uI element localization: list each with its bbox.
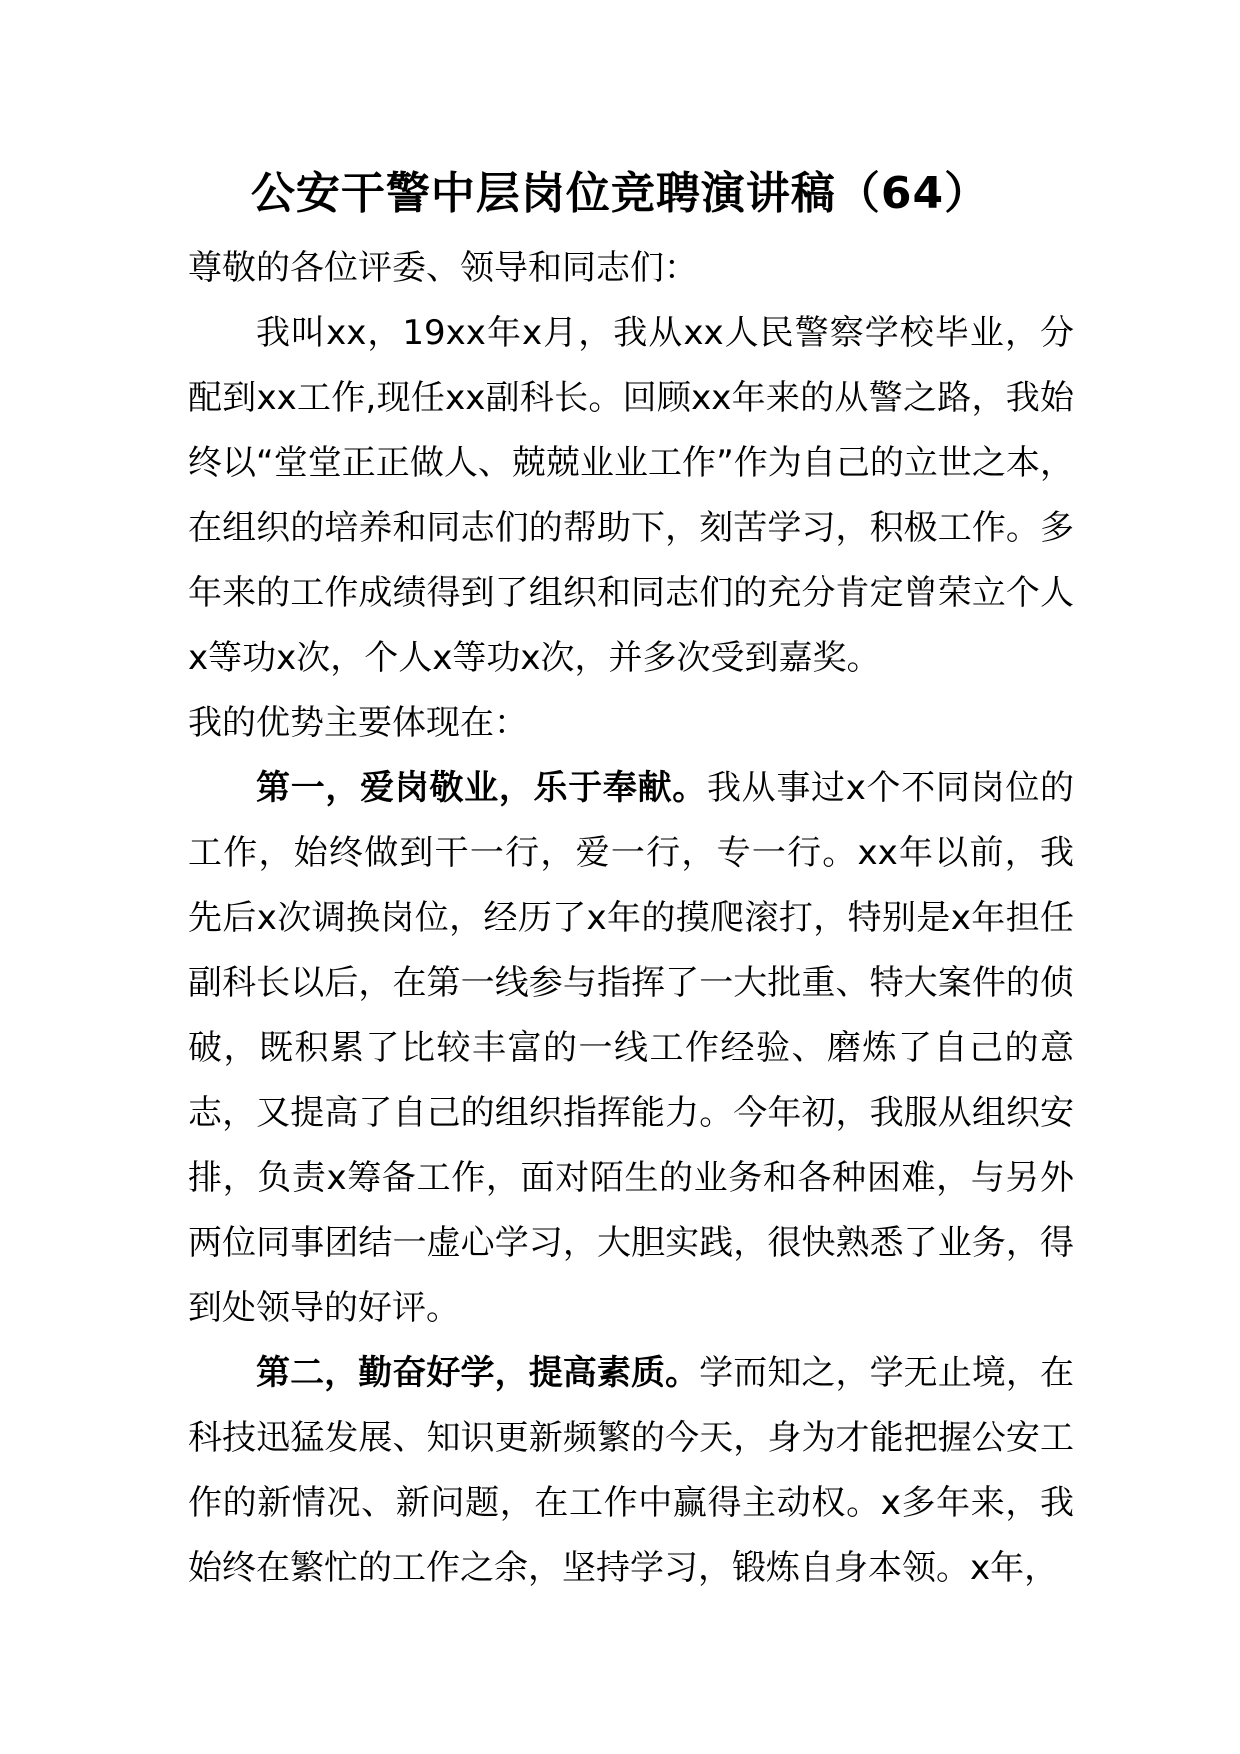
paragraph-text: 我叫xx，19xx年x月，我从xx人民警察学校毕业，分配到xx工作,现任xx副科长。回顾xx年来的从警之路，我始终以“堂堂正正做人、兢兢业业工作”作为自己的立世之本，在组织的培养和同志们的帮助下，刻苦学习，积极工作。多年来的工作成绩得到了组织和同志们的充分肯定曾荣立个人x等功x次，个人x等功x次，并多次受到嘉奖。 [188, 313, 1074, 678]
paragraph-strengths-intro [188, 691, 1074, 756]
paragraph-lead: 第一，爱岗敬业，乐于奉献。 [256, 768, 707, 808]
document-title: 公安干警中层岗位竞聘演讲稿（64） [250, 168, 990, 219]
document-body [188, 236, 1074, 1601]
salutation: 尊敬的各位评委、领导和同志们： [188, 248, 698, 288]
paragraph-text: 我的优势主要体现在： [188, 703, 528, 743]
paragraph-intro [188, 301, 1074, 691]
paragraph-lead: 第二，勤奋好学，提高素质。 [256, 1353, 700, 1393]
paragraph-text: 我从事过x个不同岗位的工作，始终做到干一行，爱一行，专一行。xx年以前，我先后x次调换岗位，经历了x年的摸爬滚打，特别是x年担任副科长以后，在第一线参与指挥了一大批重、特大案件的侦破，既积累了比较丰富的一线工作经验、磨炼了自己的意志，又提高了自己的组织指挥能力。今年初，我服从组织安排，负责x筹备工作，面对陌生的业务和各种困难，与另外两位同事团结一虚心学习，大胆实践，很快熟悉了业务，得到处领导的好评。 [188, 768, 1075, 1328]
paragraph-second-point [188, 1341, 1074, 1601]
paragraph-first-point [188, 756, 1074, 1341]
paragraph-text: 学而知之，学无止境，在科技迅猛发展、知识更新频繁的今天，身为才能把握公安工作的新情况、新问题，在工作中赢得主动权。x多年来，我始终在繁忙的工作之余，坚持学习，锻炼自身本领。x年， [188, 1353, 1075, 1588]
